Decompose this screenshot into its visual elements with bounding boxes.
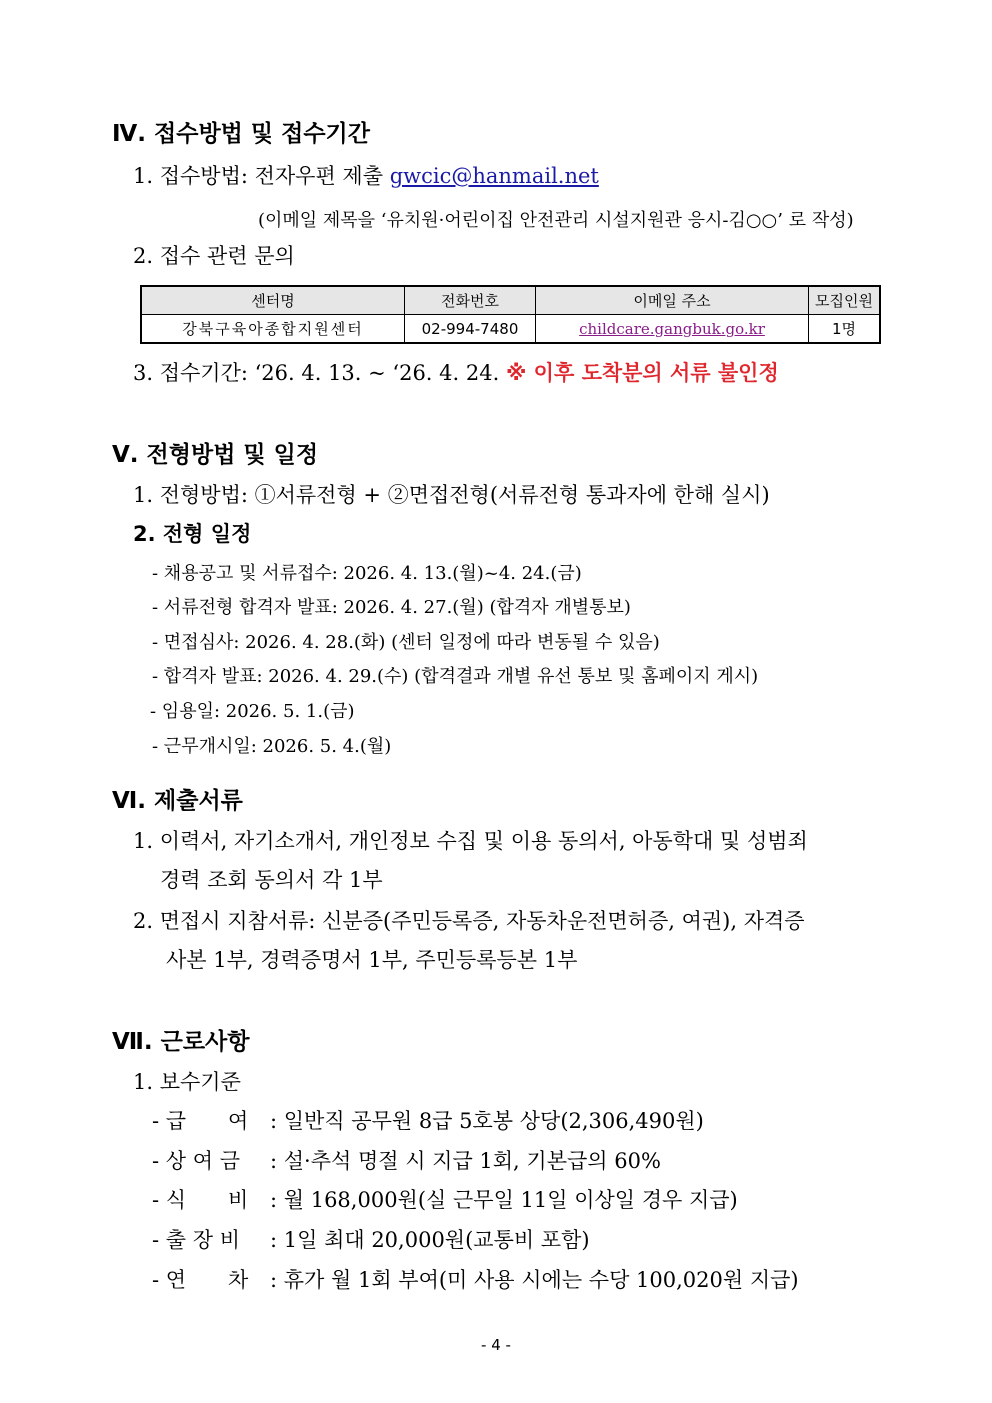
documents-item-1-line-1: 1. 이력서, 자기소개서, 개인정보 수집 및 이용 동의서, 아동학대 및 성범죄 <box>133 829 808 853</box>
pay-row-travel <box>152 1224 590 1254</box>
section-6-title: Ⅵ. 제출서류 <box>112 788 243 814</box>
submission-method <box>133 160 599 190</box>
pay-value: : 설·추석 명절 시 지급 1회, 기본급의 60% <box>270 1149 661 1173</box>
schedule-item: - 임용일: 2026. 5. 1.(금) <box>150 701 355 722</box>
submission-period <box>133 357 779 387</box>
pay-value: : 1일 최대 20,000원(교통비 포함) <box>270 1228 590 1252</box>
pay-row-bonus <box>152 1145 661 1175</box>
schedule-item: - 채용공고 및 서류접수: 2026. 4. 13.(월)~4. 24.(금) <box>152 563 582 584</box>
section-4-title: Ⅳ. 접수방법 및 접수기간 <box>112 121 370 147</box>
late-submission-warning: ※ 이후 도착분의 서류 불인정 <box>505 361 779 385</box>
table-cell-email-link[interactable]: childcare.gangbuk.go.kr <box>536 315 809 344</box>
pay-value: : 휴가 월 1회 부여(미 사용 시에는 수당 100,020원 지급) <box>270 1268 799 1292</box>
table-row <box>141 315 880 344</box>
selection-schedule-heading: 2. 전형 일정 <box>133 522 252 546</box>
pay-label: - 상 여 금 <box>152 1149 240 1173</box>
table-header-phone: 전화번호 <box>405 286 536 315</box>
schedule-item: - 면접심사: 2026. 4. 28.(화) (센터 일정에 따라 변동될 수 있음) <box>152 632 660 653</box>
documents-item-2-line-1: 2. 면접시 지참서류: 신분증(주민등록증, 자동차운전면허증, 여권), 자격증 <box>133 909 805 933</box>
table-cell-openings: 1명 <box>809 315 881 344</box>
table-header-center: 센터명 <box>141 286 405 315</box>
pay-label: - 식 비 <box>152 1188 249 1212</box>
pay-label: - 출 장 비 <box>152 1228 240 1252</box>
contact-table <box>140 285 881 344</box>
page-number: - 4 - <box>481 1336 511 1354</box>
schedule-item: - 서류전형 합격자 발표: 2026. 4. 27.(월) (합격자 개별통보) <box>152 597 631 618</box>
email-subject-note: (이메일 제목을 ‘유치원·어린이집 안전관리 시설지원관 응시-김○○’ 로 작성) <box>258 210 854 231</box>
inquiry-heading: 2. 접수 관련 문의 <box>133 244 295 268</box>
table-cell-phone: 02-994-7480 <box>405 315 536 344</box>
pay-row-meal <box>152 1184 738 1214</box>
pay-label: - 연 차 <box>152 1268 249 1292</box>
schedule-item: - 합격자 발표: 2026. 4. 29.(수) (합격결과 개별 유선 통보 및 홈페이지 게시) <box>152 666 759 687</box>
submission-method-label: 1. 접수방법: 전자우편 제출 <box>133 164 383 188</box>
table-header-row <box>141 286 880 315</box>
pay-value: : 월 168,000원(실 근무일 11일 이상일 경우 지급) <box>270 1188 738 1212</box>
table-cell-center: 강북구육아종합지원센터 <box>141 315 405 344</box>
table-header-openings: 모집인원 <box>809 286 881 315</box>
table-header-email: 이메일 주소 <box>536 286 809 315</box>
submission-email-link[interactable]: gwcic@hanmail.net <box>389 164 599 188</box>
selection-method: 1. 전형방법: ①서류전형 + ②면접전형(서류전형 통과자에 한해 실시) <box>133 483 770 507</box>
documents-item-1-line-2: 경력 조회 동의서 각 1부 <box>160 868 383 892</box>
pay-label: - 급 여 <box>152 1109 249 1133</box>
section-5-title: Ⅴ. 전형방법 및 일정 <box>112 442 319 468</box>
schedule-item: - 근무개시일: 2026. 5. 4.(월) <box>152 736 392 757</box>
section-7-title: Ⅶ. 근로사항 <box>112 1029 250 1055</box>
documents-item-2-line-2: 사본 1부, 경력증명서 1부, 주민등록등본 1부 <box>166 948 578 972</box>
pay-row-salary <box>152 1105 704 1135</box>
submission-period-text: 3. 접수기간: ‘26. 4. 13. ~ ‘26. 4. 24. <box>133 361 500 385</box>
pay-standard-heading: 1. 보수기준 <box>133 1070 241 1094</box>
pay-value: : 일반직 공무원 8급 5호봉 상당(2,306,490원) <box>270 1109 704 1133</box>
pay-row-leave <box>152 1264 799 1294</box>
